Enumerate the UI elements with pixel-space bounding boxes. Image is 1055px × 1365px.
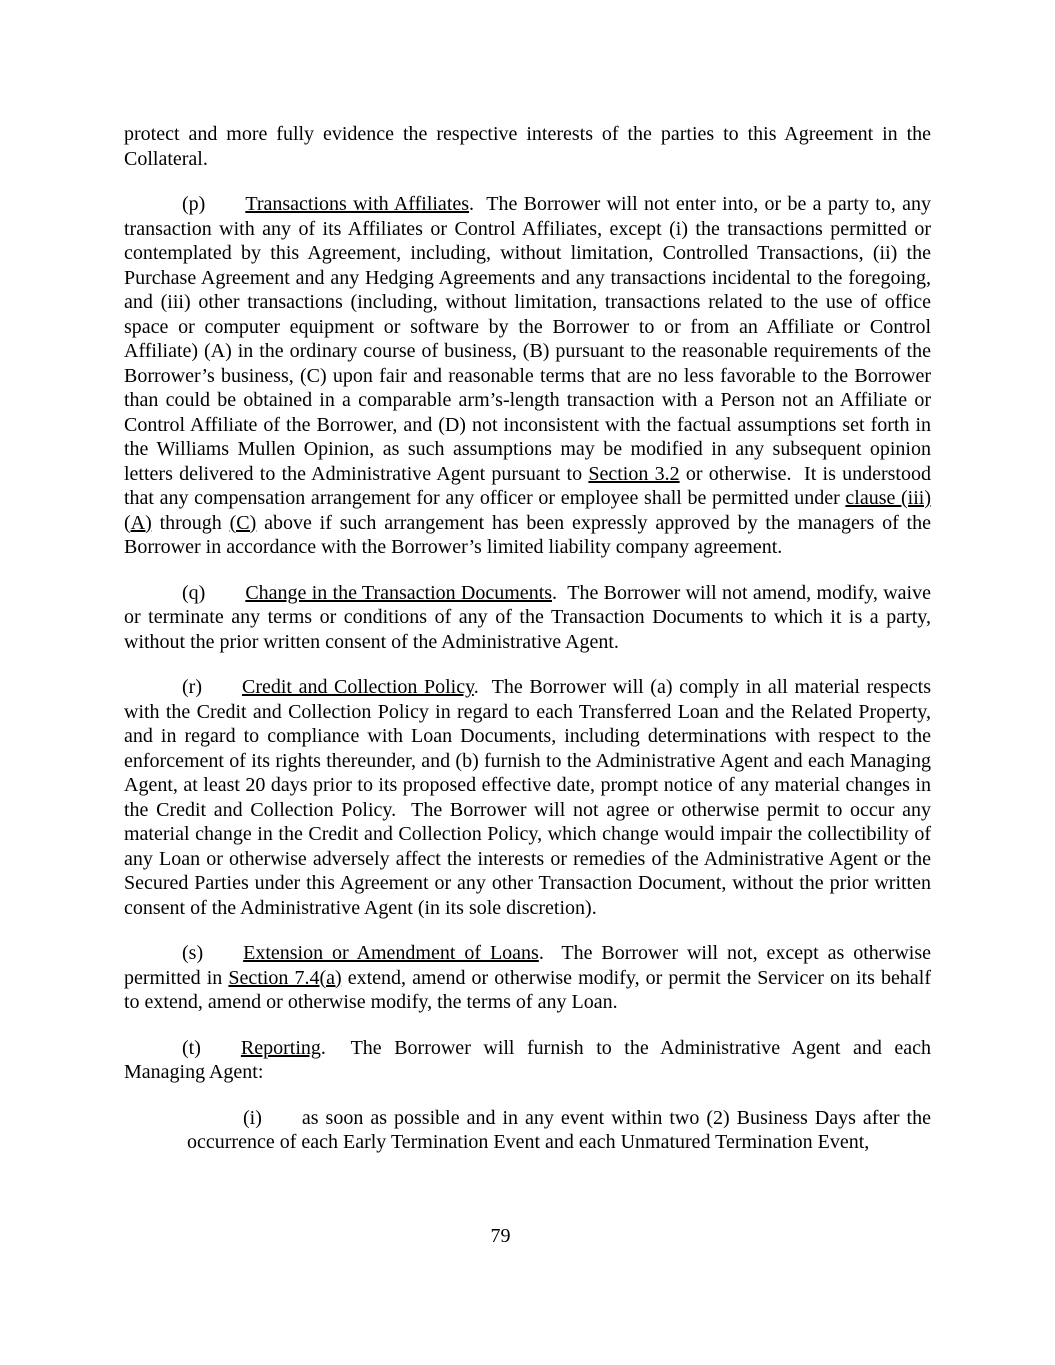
- text-run: through: [151, 511, 230, 534]
- text-run: . The Borrower will furnish to the Administrative Agent and each Managing Agent:: [124, 1036, 931, 1083]
- text-run: . The Borrower will not, except as otherwise permitted in: [124, 942, 931, 989]
- underlined-text: Section 7.4(a): [228, 966, 342, 989]
- document-body: [124, 122, 931, 1176]
- text-run: extend, amend or otherwise modify, or permit the Servicer on its behalf to extend, amend or otherwise modify, the terms of any Loan.: [124, 966, 932, 1013]
- text-run: (q): [182, 581, 206, 604]
- underlined-text: Change in the Transaction Documents: [245, 581, 553, 604]
- text-run: . The Borrower will not amend, modify, waive or terminate any terms or conditions of any of the Transaction Documents to which it is a party, without the prior written consent of the Administrative Agent.: [124, 581, 931, 653]
- underlined-text: (C): [229, 511, 257, 534]
- text-run: . The Borrower will not enter into, or be a party to, any transaction with any of its Affiliates or Control Affiliates, except (i) the transactions permitted or contemplated by this Agreement, including, without limitation, Controlled Transactions, (ii) the Purchase Agreement and any Hedging Agreements and any transactions incidental to the foregoing, and (iii) other transactions (including, without limitation, transactions related to the use of office space or computer equipment or software by the Borrower to or from an Affiliate or Control Affiliate) (A) in the ordinary course of business, (B) pursuant to the reasonable requirements of the Borrower’s business, (C) upon fair and reasonable terms that are no less favorable to the Borrower than could be obtained in a comparable arm’s-length transaction with a Person not an Affiliate or Control Affiliate of the Borrower, and (D) not inconsistent with the factual assumptions set forth in the Williams Mullen Opinion, as such assumptions may be modified in any subsequent opinion letters delivered to the Administrative Agent pursuant to: [124, 193, 931, 485]
- underlined-text: Credit and Collection Policy: [241, 676, 474, 698]
- underlined-text: Section 3.2: [588, 462, 680, 485]
- page-number: 79: [490, 1225, 511, 1247]
- underlined-text: clause (iii)(A): [124, 487, 931, 534]
- text-run: (r): [182, 676, 202, 698]
- underlined-text: Reporting: [240, 1036, 321, 1059]
- paragraph: [124, 675, 931, 920]
- paragraph: [124, 941, 931, 1015]
- text-run: (t): [182, 1036, 201, 1059]
- text-run: protect and more fully evidence the respective interests of the parties to this Agreement in the Collateral.: [124, 123, 931, 170]
- underlined-text: Transactions with Affiliates: [245, 193, 470, 215]
- text-run: (i): [243, 1106, 262, 1129]
- text-run: as soon as possible and in any event within two (2) Business Days after the occurrence of each Early Termination Event and each Unmatured Termination Event,: [187, 1106, 931, 1153]
- paragraph: [187, 1106, 931, 1155]
- underlined-text: Extension or Amendment of Loans: [243, 942, 539, 964]
- text-run: . The Borrower will (a) comply in all material respects with the Credit and Collection Policy in regard to each Transferred Loan and the Related Property, and in regard to compliance with Loan Documents, including determinations with respect to the enforcement of its rights thereunder, and (b) furnish to the Administrative Agent and each Managing Agent, at least 20 days prior to its proposed effective date, prompt notice of any material changes in the Credit and Collection Policy. The Borrower will not agree or otherwise permit to occur any material change in the Credit and Collection Policy, which change would impair the collectibility of any Loan or otherwise adversely affect the interests or remedies of the Administrative Agent or the Secured Parties under this Agreement or any other Transaction Document, without the prior written consent of the Administrative Agent (in its sole discretion).: [124, 676, 931, 919]
- text-run: (p): [182, 193, 206, 215]
- paragraph: [124, 192, 931, 560]
- paragraph: [124, 122, 931, 171]
- text-run: or otherwise. It is understood that any compensation arrangement for any officer or employee shall be permitted under: [124, 462, 931, 509]
- text-run: (s): [182, 942, 204, 964]
- paragraph: [124, 1036, 931, 1085]
- text-run: above if such arrangement has been expressly approved by the managers of the Borrower in accordance with the Borrower’s limited liability company agreement.: [124, 511, 931, 558]
- paragraph: [124, 581, 931, 655]
